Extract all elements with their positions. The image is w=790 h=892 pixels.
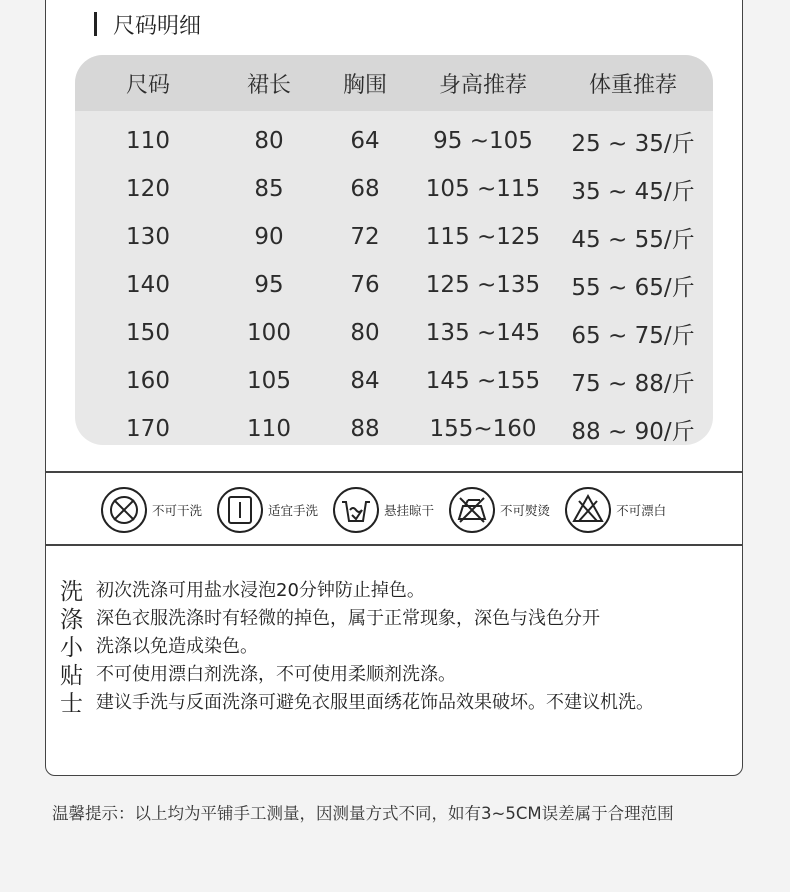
section-title-text: 尺码明细 — [113, 13, 202, 39]
table-row — [75, 213, 713, 261]
cell-weight: 88 ~ 90/斤 — [571, 418, 695, 445]
tip-title-char: 士 — [60, 690, 83, 717]
header-height: 身高推荐 — [438, 72, 527, 98]
size-table — [75, 55, 713, 445]
tip-text: 深色衣服洗涤时有轻微的掉色，属于正常现象，深色与浅色分开 — [96, 608, 600, 629]
cell-weight: 55 ~ 65/斤 — [571, 274, 695, 301]
footer-note: 温馨提示：以上均为平铺手工测量，因测量方式不同，如有3~5CM误差属于合理范围 — [52, 804, 674, 823]
care-label: 不可干洗 — [152, 503, 203, 518]
cell-size: 170 — [126, 416, 170, 442]
no-dry-clean-icon — [100, 486, 148, 534]
cell-length: 110 — [247, 416, 291, 442]
divider — [46, 471, 743, 473]
tip-text: 不可使用漂白剂洗涤，不可使用柔顺剂洗涤。 — [96, 664, 456, 685]
hang-dry-icon — [332, 486, 380, 534]
cell-size: 110 — [126, 128, 170, 154]
cell-size: 120 — [126, 176, 170, 202]
care-instructions-row — [100, 484, 700, 536]
table-row — [75, 309, 713, 357]
cell-size: 140 — [126, 272, 170, 298]
care-item-no-bleach — [564, 486, 666, 534]
table-body — [75, 111, 713, 445]
table-header — [75, 55, 713, 111]
tip-text: 建议手洗与反面洗涤可避免衣服里面绣花饰品效果破坏。不建议机洗。 — [96, 692, 654, 713]
cell-weight: 45 ~ 55/斤 — [571, 226, 695, 253]
cell-chest: 64 — [350, 128, 380, 154]
care-item-hand-wash — [216, 486, 318, 534]
cell-length: 95 — [254, 272, 284, 298]
tip-text: 洗涤以免造成染色。 — [96, 636, 258, 657]
care-label: 不可熨烫 — [500, 503, 551, 518]
cell-chest: 84 — [350, 368, 380, 394]
tip-text: 初次洗涤可用盐水浸泡20分钟防止掉色。 — [96, 580, 425, 601]
wash-tips — [60, 575, 654, 715]
hand-wash-icon — [216, 486, 264, 534]
tip-line — [60, 659, 654, 687]
cell-chest: 68 — [350, 176, 380, 202]
tip-line — [60, 687, 654, 715]
tip-title-char: 涤 — [60, 606, 83, 633]
tip-title-char: 洗 — [60, 578, 83, 605]
cell-weight: 25 ~ 35/斤 — [571, 130, 695, 157]
divider — [46, 544, 743, 546]
cell-length: 80 — [254, 128, 284, 154]
cell-size: 130 — [126, 224, 170, 250]
header-size: 尺码 — [125, 72, 170, 98]
table-row — [75, 261, 713, 309]
care-item-no-iron — [448, 486, 550, 534]
table-row — [75, 357, 713, 405]
no-bleach-icon — [564, 486, 612, 534]
header-weight: 体重推荐 — [588, 72, 677, 98]
table-row — [75, 165, 713, 213]
tip-line — [60, 603, 654, 631]
cell-size: 150 — [126, 320, 170, 346]
no-iron-icon — [448, 486, 496, 534]
cell-chest: 88 — [350, 416, 380, 442]
tip-line — [60, 631, 654, 659]
care-label: 不可漂白 — [616, 503, 667, 518]
cell-height: 105 ~115 — [425, 176, 541, 202]
cell-length: 90 — [254, 224, 284, 250]
cell-height: 115 ~125 — [425, 224, 541, 250]
table-row — [75, 117, 713, 165]
cell-weight: 65 ~ 75/斤 — [571, 322, 695, 349]
care-item-hang-dry — [332, 486, 434, 534]
cell-length: 100 — [247, 320, 291, 346]
section-title — [94, 8, 201, 40]
title-bar-accent — [94, 12, 97, 36]
header-length: 裙长 — [246, 72, 291, 98]
care-label: 适宜手洗 — [268, 503, 319, 518]
tip-title-char: 小 — [60, 634, 83, 661]
tip-line — [60, 575, 654, 603]
cell-chest: 72 — [350, 224, 380, 250]
cell-length: 85 — [254, 176, 284, 202]
cell-height: 95 ~105 — [433, 128, 533, 154]
cell-weight: 35 ~ 45/斤 — [571, 178, 695, 205]
table-row — [75, 405, 713, 445]
cell-chest: 76 — [350, 272, 380, 298]
cell-weight: 75 ~ 88/斤 — [571, 370, 695, 397]
cell-height: 145 ~155 — [425, 368, 541, 394]
care-item-no-dry-clean — [100, 486, 202, 534]
cell-chest: 80 — [350, 320, 380, 346]
cell-height: 125 ~135 — [425, 272, 541, 298]
cell-height: 155~160 — [429, 416, 537, 442]
care-label: 悬挂晾干 — [384, 503, 435, 518]
cell-size: 160 — [126, 368, 170, 394]
tip-title-char: 贴 — [60, 662, 83, 689]
header-chest: 胸围 — [342, 72, 387, 98]
cell-height: 135 ~145 — [425, 320, 541, 346]
cell-length: 105 — [247, 368, 291, 394]
